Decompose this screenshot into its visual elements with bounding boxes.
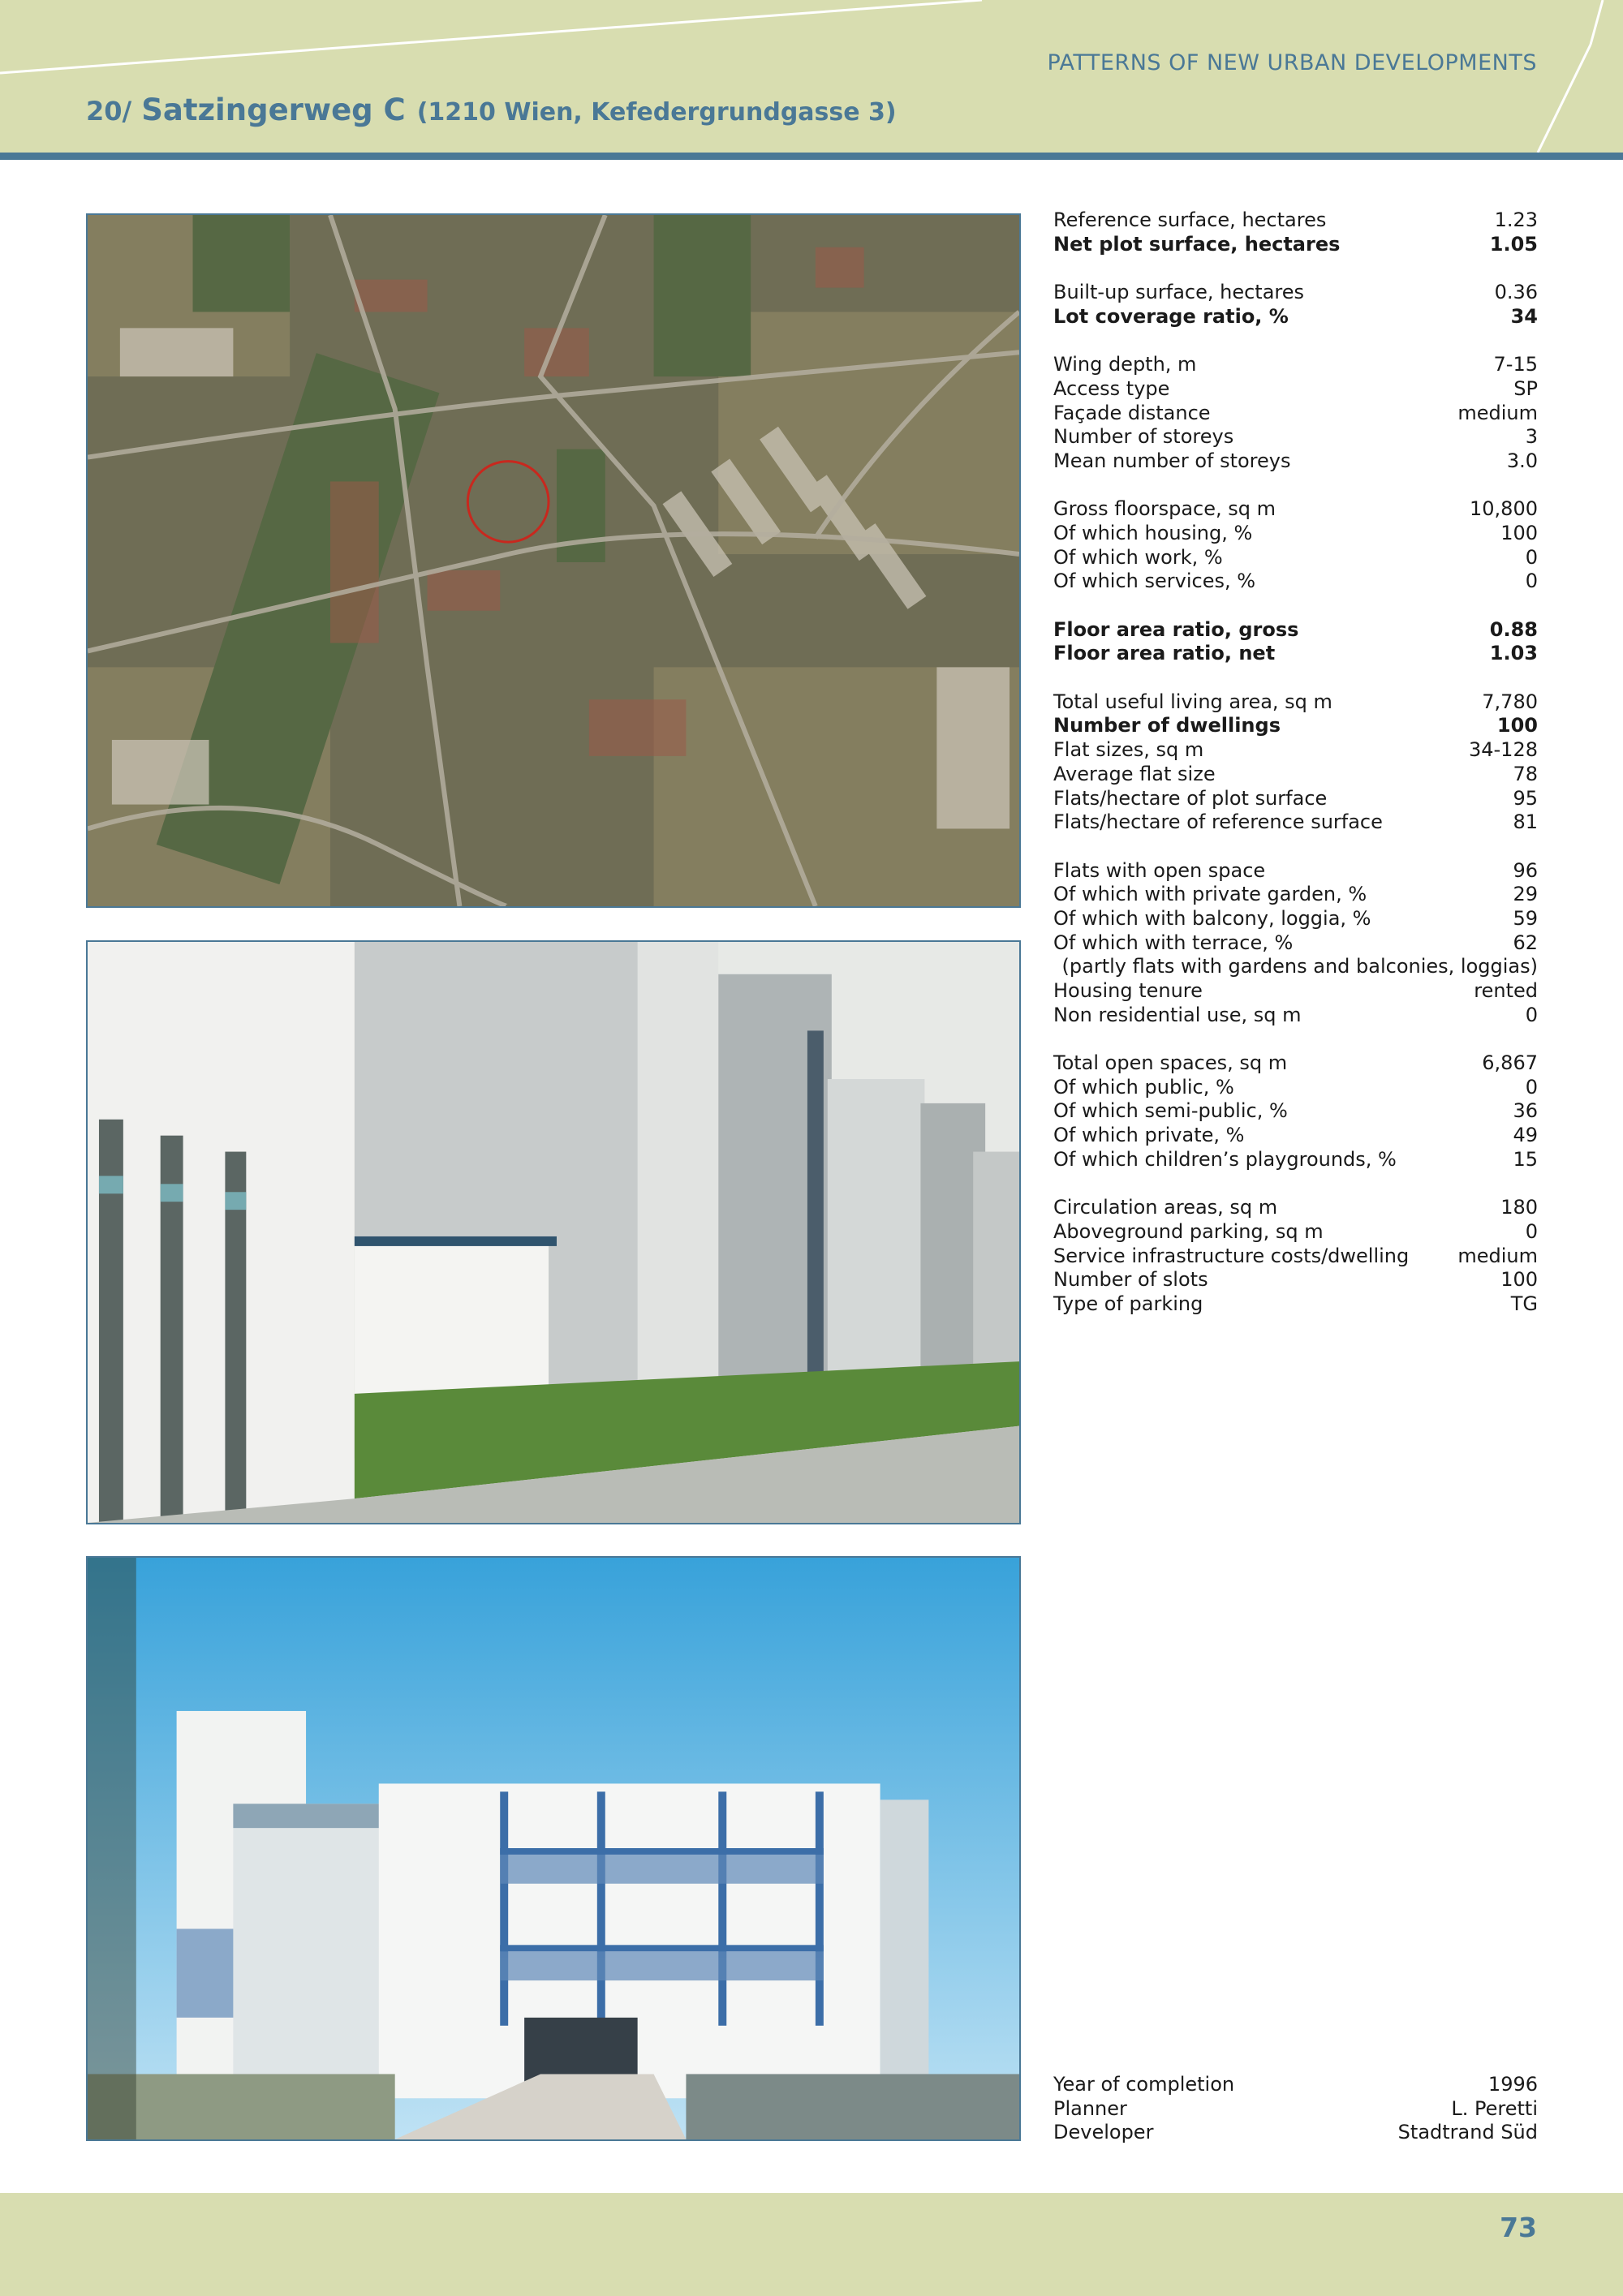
spec-row: Service infrastructure costs/dwelling medium (1053, 1244, 1538, 1267)
header-rule (0, 153, 1623, 160)
spec-row: Reference surface, hectares 1.23 (1053, 209, 1538, 231)
spec-row: Built-up surface, hectares 0.36 (1053, 281, 1538, 304)
spec-row: Number of storeys 3 (1053, 425, 1538, 449)
credits-table (1053, 2073, 1538, 2145)
spec-row: Gross floorspace, sq m 10,800 (1053, 497, 1538, 521)
spec-row: Flats/hectare of reference surface 81 (1053, 810, 1538, 834)
spec-row: Wing depth, m 7-15 (1053, 353, 1538, 376)
spec-row: Floor area ratio, net 1.03 (1053, 642, 1538, 665)
spec-note: (partly flats with gardens and balconies, loggias) (1061, 955, 1538, 978)
spec-row: Façade distance medium (1053, 401, 1538, 424)
spec-row: Total useful living area, sq m 7,780 (1053, 690, 1538, 713)
spec-row: Average flat size 78 (1053, 762, 1538, 785)
spec-row: Of which public, % 0 (1053, 1075, 1538, 1099)
spec-row: Of which with terrace, % 62 (1053, 931, 1538, 954)
spec-row: Of which semi-public, % 36 (1053, 1099, 1538, 1123)
spec-row: Of which with private garden, % 29 (1053, 883, 1538, 906)
spec-row: Aboveground parking, sq m 0 (1053, 1219, 1538, 1243)
credit-row: Developer Stadtrand Süd (1053, 2121, 1538, 2144)
spec-row: Number of dwellings 100 (1053, 714, 1538, 737)
credit-row: Year of completion 1996 (1053, 2073, 1538, 2096)
project-number: 20/ (86, 96, 132, 127)
courtyard-building-photo (86, 1556, 1021, 2141)
spec-row: Flats with open space 96 (1053, 858, 1538, 882)
spec-row: Of which work, % 0 (1053, 545, 1538, 569)
spec-row: Lot coverage ratio, % 34 (1053, 304, 1538, 328)
spec-row: Circulation areas, sq m 180 (1053, 1196, 1538, 1219)
header-band (0, 0, 1623, 154)
aerial-photo (86, 213, 1021, 908)
spec-row: Of which housing, % 100 (1053, 521, 1538, 544)
terraced-houses-photo (86, 940, 1021, 1524)
spec-row: Type of parking TG (1053, 1292, 1538, 1315)
spec-row: Non residential use, sq m 0 (1053, 1003, 1538, 1026)
page-title (86, 92, 897, 127)
header-decoration (0, 0, 1623, 154)
spec-row: Of which private, % 49 (1053, 1124, 1538, 1147)
project-name: Satzingerweg C (141, 92, 406, 127)
spec-row: Number of slots 100 (1053, 1268, 1538, 1292)
spec-row: Mean number of storeys 3.0 (1053, 449, 1538, 472)
spec-row: Of which children’s playgrounds, % 15 (1053, 1147, 1538, 1171)
credit-row: Planner L. Peretti (1053, 2096, 1538, 2120)
footer-band (0, 2193, 1623, 2296)
spec-row: Total open spaces, sq m 6,867 (1053, 1051, 1538, 1075)
spec-table (1053, 209, 1538, 1317)
project-address: (1210 Wien, Kefedergrundgasse 3) (416, 98, 897, 127)
series-title: PATTERNS OF NEW URBAN DEVELOPMENTS (1047, 50, 1537, 75)
page-number: 73 (1500, 2212, 1537, 2243)
spec-row: Housing tenure rented (1053, 979, 1538, 1002)
spec-row: Access type SP (1053, 376, 1538, 400)
spec-row: Of which with balcony, loggia, % 59 (1053, 906, 1538, 930)
spec-row: Flat sizes, sq m 34-128 (1053, 738, 1538, 762)
spec-row: Flats/hectare of plot surface 95 (1053, 786, 1538, 810)
spec-row: Of which services, % 0 (1053, 570, 1538, 593)
spec-row: Net plot surface, hectares 1.05 (1053, 232, 1538, 256)
spec-row: Floor area ratio, gross 0.88 (1053, 617, 1538, 641)
